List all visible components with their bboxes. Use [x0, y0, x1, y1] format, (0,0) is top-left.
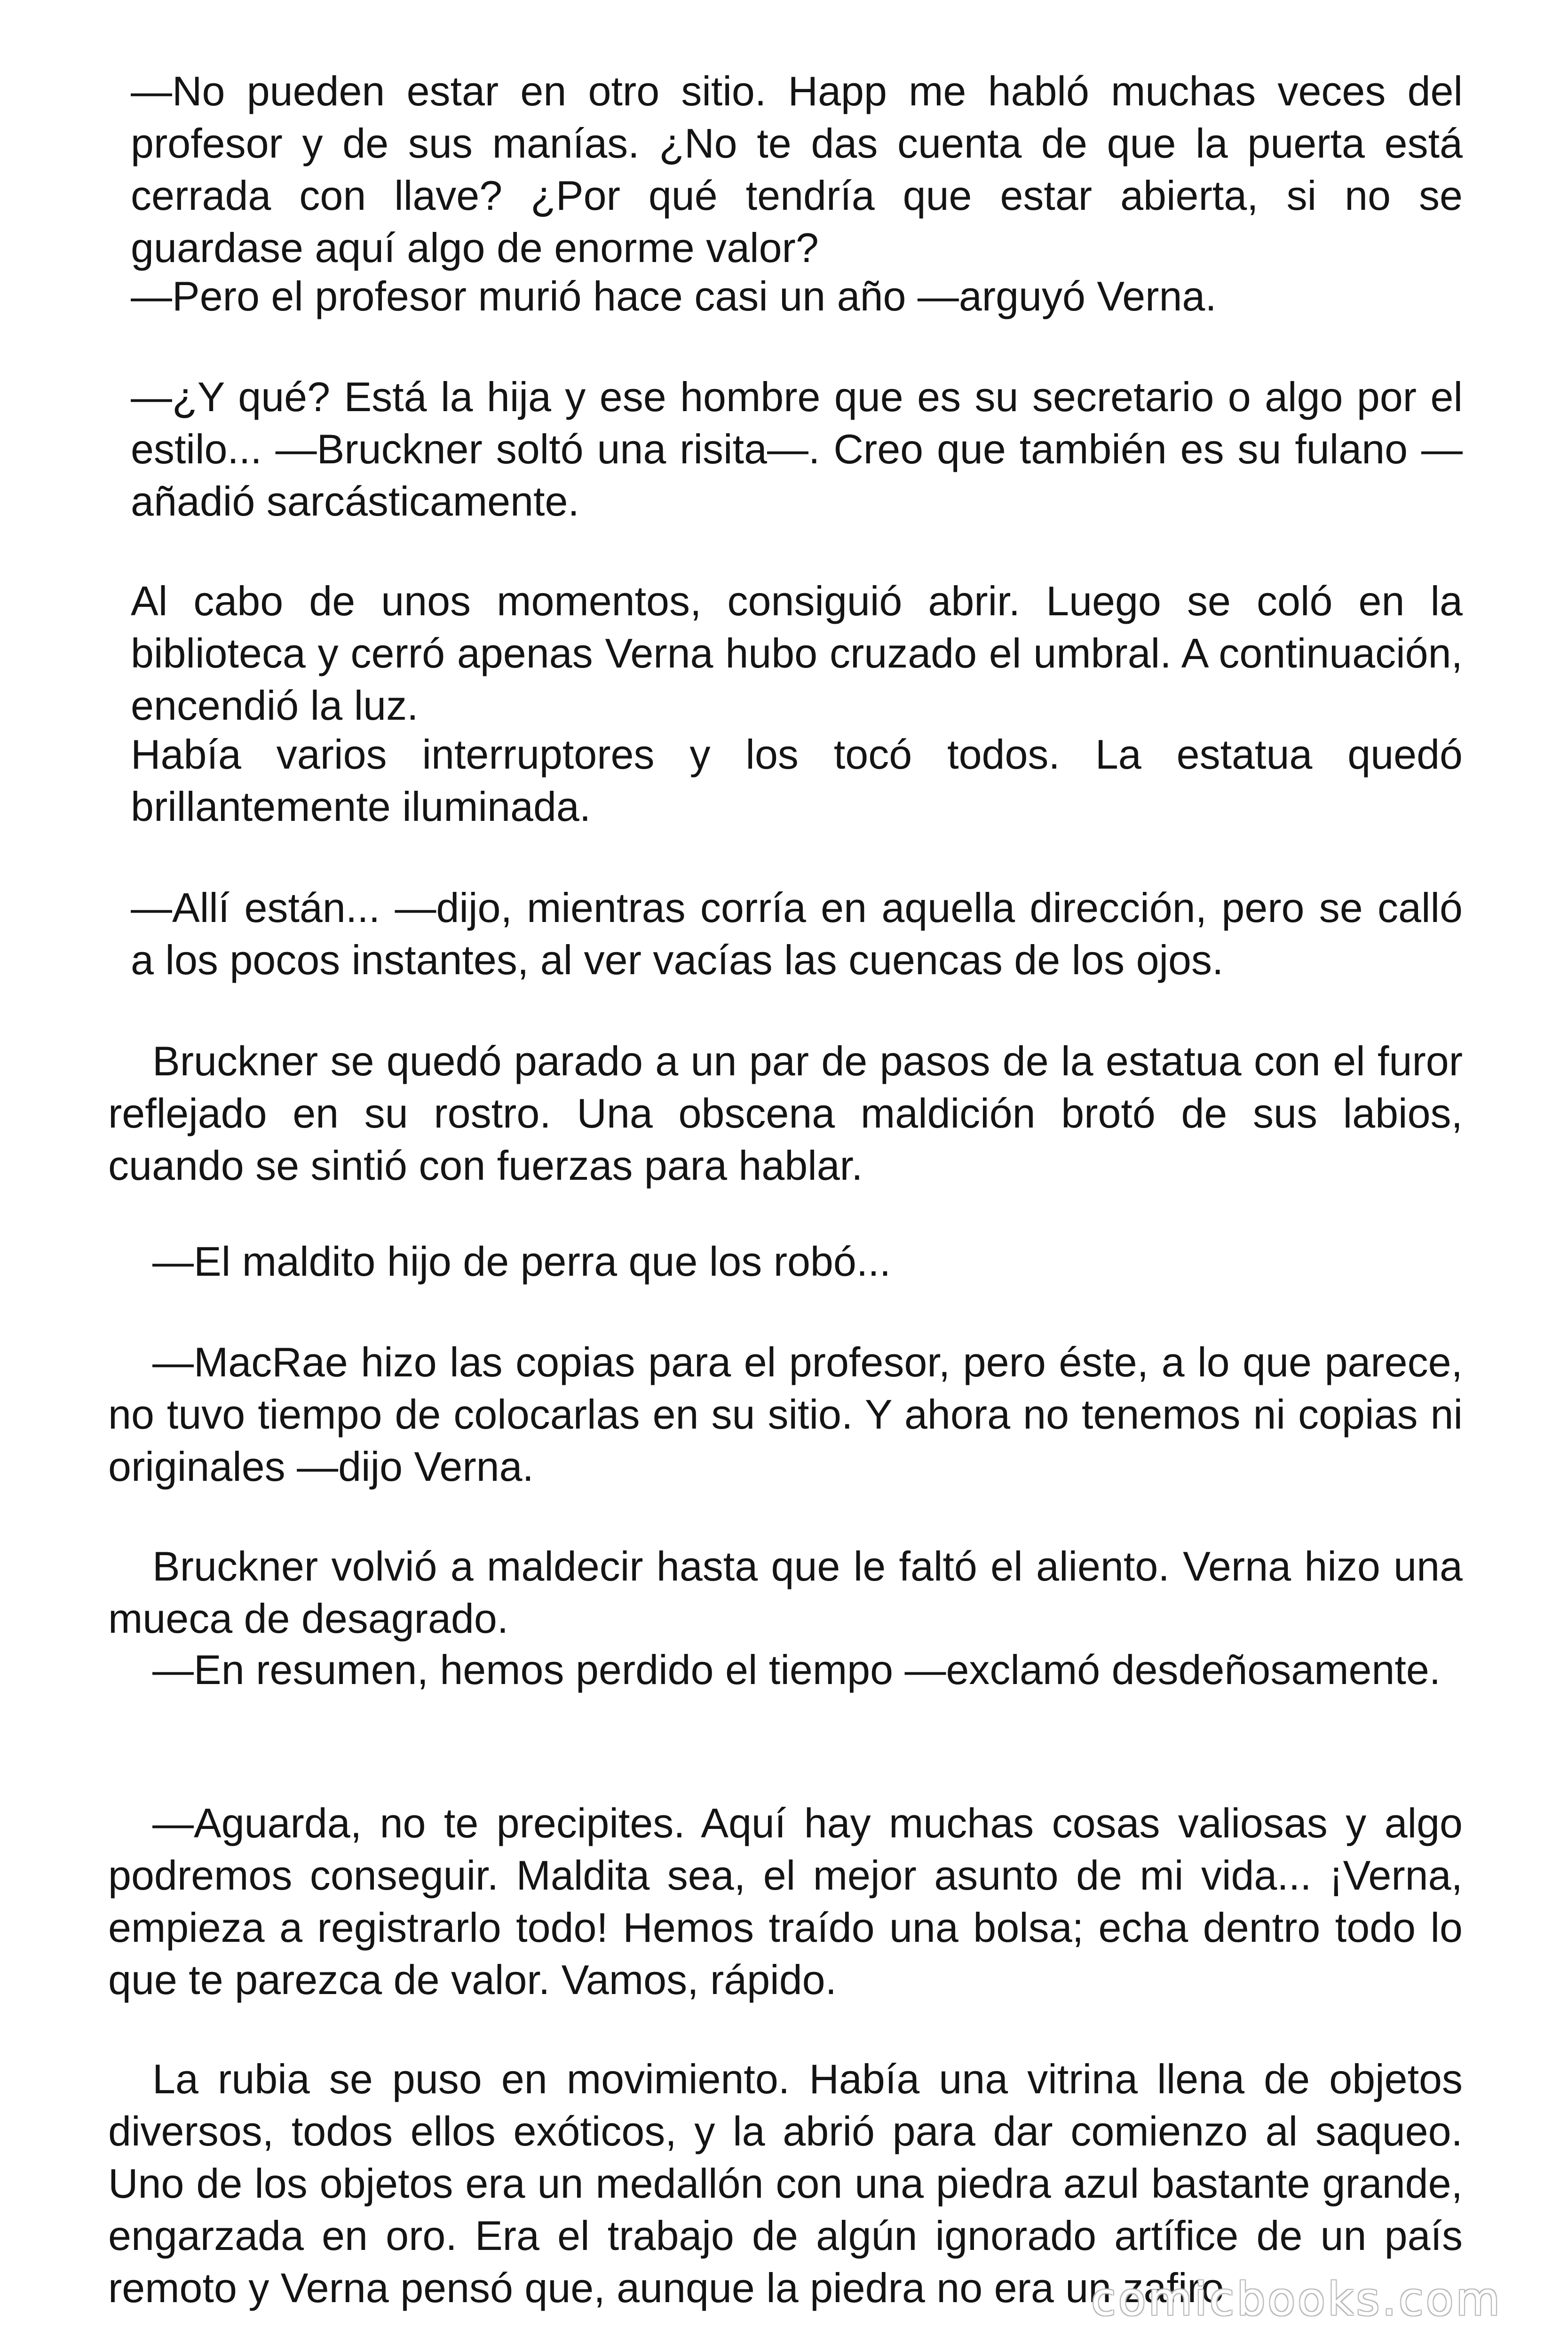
paragraph: —MacRae hizo las copias para el profesor, pero éste, a lo que parece, no tuvo tiempo de colocarlas en su sitio. Y ahora no tenemos ni copias ni originales —dijo Verna.	[108, 1339, 1463, 1490]
watermark: comicbooks.com	[1091, 2273, 1502, 2326]
paragraph: —El maldito hijo de perra que los robó...	[152, 1238, 891, 1285]
paragraph: Había varios interruptores y los tocó todos. La estatua quedó brillantemente iluminada.	[131, 731, 1463, 830]
paragraph: —No pueden estar en otro sitio. Happ me habló muchas veces del profesor y de sus manías. ¿No te das cuenta de que la puerta está cerrada con llave? ¿Por qué tendría que estar abierta, si no se guardase aquí algo de enorme valor?	[131, 68, 1463, 271]
paragraph: —Pero el profesor murió hace casi un año —arguyó Verna.	[131, 273, 1217, 319]
paragraph: La rubia se puso en movimiento. Había una vitrina llena de objetos diversos, todos ellos exóticos, y la abrió para dar comienzo al saqueo. Uno de los objetos era un medallón con una piedra azul bastante grande, engarzada en oro. Era el trabajo de algún ignorado artífice de un país remoto y Verna pensó que, aunque la piedra no era un zafiro	[108, 2056, 1463, 2311]
paragraph: —En resumen, hemos perdido el tiempo —exclamó desdeñosamente.	[152, 1646, 1441, 1693]
paragraph: —Allí están... —dijo, mientras corría en aquella dirección, pero se calló a los pocos instantes, al ver vacías las cuencas de los ojos.	[131, 884, 1463, 983]
paragraph: Bruckner volvió a maldecir hasta que le faltó el aliento. Verna hizo una mueca de desagrado.	[108, 1543, 1463, 1642]
paragraph: Al cabo de unos momentos, consiguió abrir. Luego se coló en la biblioteca y cerró apenas Verna hubo cruzado el umbral. A continuación, encendió la luz.	[131, 578, 1463, 729]
paragraph: —Aguarda, no te precipites. Aquí hay muchas cosas valiosas y algo podremos conseguir. Maldita sea, el mejor asunto de mi vida... ¡Verna, empieza a registrarlo todo! Hemos traído una bolsa; echa dentro todo lo que te parezca de valor. Vamos, rápido.	[108, 1800, 1463, 2003]
paragraph: Bruckner se quedó parado a un par de pasos de la estatua con el furor reflejado en su rostro. Una obscena maldición brotó de sus labios, cuando se sintió con fuerzas para hablar.	[108, 1038, 1463, 1189]
paragraph: —¿Y qué? Está la hija y ese hombre que es su secretario o algo por el estilo... —Bruckner soltó una risita—. Creo que también es su fulano —añadió sarcásticamente.	[131, 373, 1463, 524]
